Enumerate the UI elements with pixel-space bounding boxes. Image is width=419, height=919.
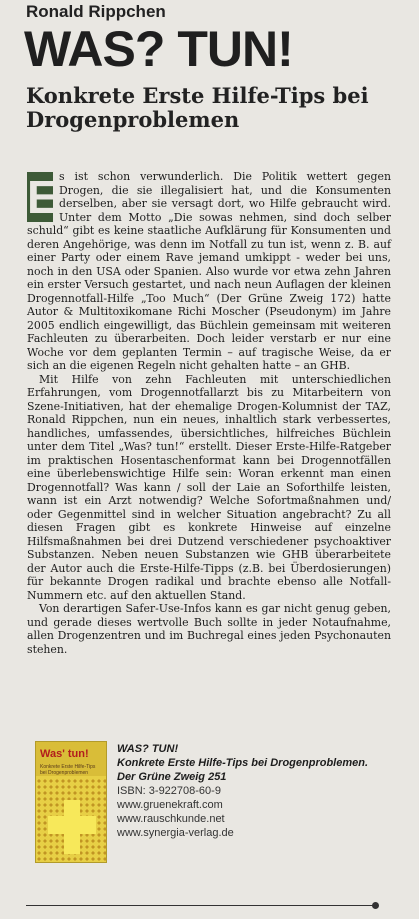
book-cover-subtitle: Konkrete Erste Hilfe-Tips bei Drogenproblemen [40, 764, 96, 776]
article-body [27, 170, 391, 656]
book-info [117, 742, 407, 840]
book-cover-image [35, 741, 107, 863]
link-rauschkunde[interactable]: www.rauschkunde.net [117, 813, 225, 825]
headline: WAS? TUN! [24, 21, 293, 77]
end-dot-icon [372, 902, 379, 909]
paragraph-1-text: s ist schon verwunderlich. Die Politik wettert gegen Drogen, die sie illegalisiert hat, und die Konsumenten derselben, aber sie versagt dort, wo Hilfe gebraucht wird. Unter dem Motto „Die sowas nehmen, sind doch selber schuld“ gibt es keine staatliche Aufklärung für Konsumenten und deren Angehörige, was denn im Notfall zu tun ist, wenn z. B. auf einer Party oder einem Rave jemand umkippt - weder bei uns, noch in den USA oder Spanien. Also wurde vor etwa zehn Jahren ein erster Versuch gestartet, und nach neun Auflagen der kleinen Drogennotfall-Hilfe „Too Much“ (Der Grüne Zweig 172) hatte Autor & Multitoxikomane Richi Moscher (Pseudonym) im Jahre 2005 endlich eingewilligt, das Büchlein gemeinsam mit weiteren Fachleuten zu überarbeiten. Doch leider verstarb er nur eine Woche vor dem geplanten Termin – auf tragische Weise, da er sich an die eigenen Regeln nicht gehalten hatte – an GHB. [27, 170, 391, 372]
paragraph-3: Von derartigen Safer-Use-Infos kann es gar nicht genug geben, und gerade dieses wertvolle Buch sollte in jeder Notaufnahme, allen Drogenzentren und im Buchregal eines jeden Psychonauten stehen. [27, 602, 391, 656]
first-aid-cross-icon-bar [48, 816, 96, 834]
book-info-subtitle: Konkrete Erste Hilfe-Tips bei Drogenproblemen. [117, 757, 369, 769]
link-synergia[interactable]: www.synergia-verlag.de [117, 827, 234, 839]
author-name: Ronald Rippchen [26, 2, 166, 21]
drop-cap: E [27, 171, 58, 223]
book-info-isbn: ISBN: 3-922708-60-9 [117, 785, 221, 797]
paragraph-1 [27, 170, 391, 373]
footer-rule [26, 905, 376, 906]
subheadline: Konkrete Erste Hilfe-Tips bei Drogenproblemen [26, 83, 369, 132]
paragraph-2: Mit Hilfe von zehn Fachleuten mit unterschiedlichen Erfahrungen, vom Drogennotfallarzt bis zu Mitarbeitern von Szene-Initiativen, hat der ehemalige Drogen-Kolumnist der TAZ, Ronald Rippchen, nun ein neues, inhaltlich stark verbessertes, handliches, umfassendes, übersichtliches, hilfreiches Büchlein unter dem Titel „Was? tun!“ erstellt. Dieser Erste-Hilfe-Ratgeber im praktischen Hosentaschenformat kann bei Drogennotfällen eine überlebenswichtige Hilfe sein: Woran erkennt man einen Drogennotfall? Was kann / soll der Laie an Soforthilfe leisten, wann ist ein Arzt notwendig? Welche Sofortmaßnahmen und/ oder Gegenmittel sind in welcher Situation angebracht? Zu all diesen Fragen gibt es konkrete Hinweise auf einzelne Hilfsmaßnahmen bei drei Dutzend verschiedener psychoaktiver Substanzen. Neben neuen Substanzen wie GHB überarbeitete der Autor auch die Erste-Hilfe-Tipps (z.B. bei Überdosierungen) für bekannte Drogen radikal und brachte ebenso alle Notfall-Nummern etc. auf den aktuellen Stand. [27, 372, 391, 602]
link-gruenekraft[interactable]: www.gruenekraft.com [117, 799, 223, 811]
book-info-series: Der Grüne Zweig 251 [117, 771, 227, 783]
book-cover-title: Was' tun! [40, 748, 89, 760]
book-info-title: WAS? TUN! [117, 743, 179, 755]
